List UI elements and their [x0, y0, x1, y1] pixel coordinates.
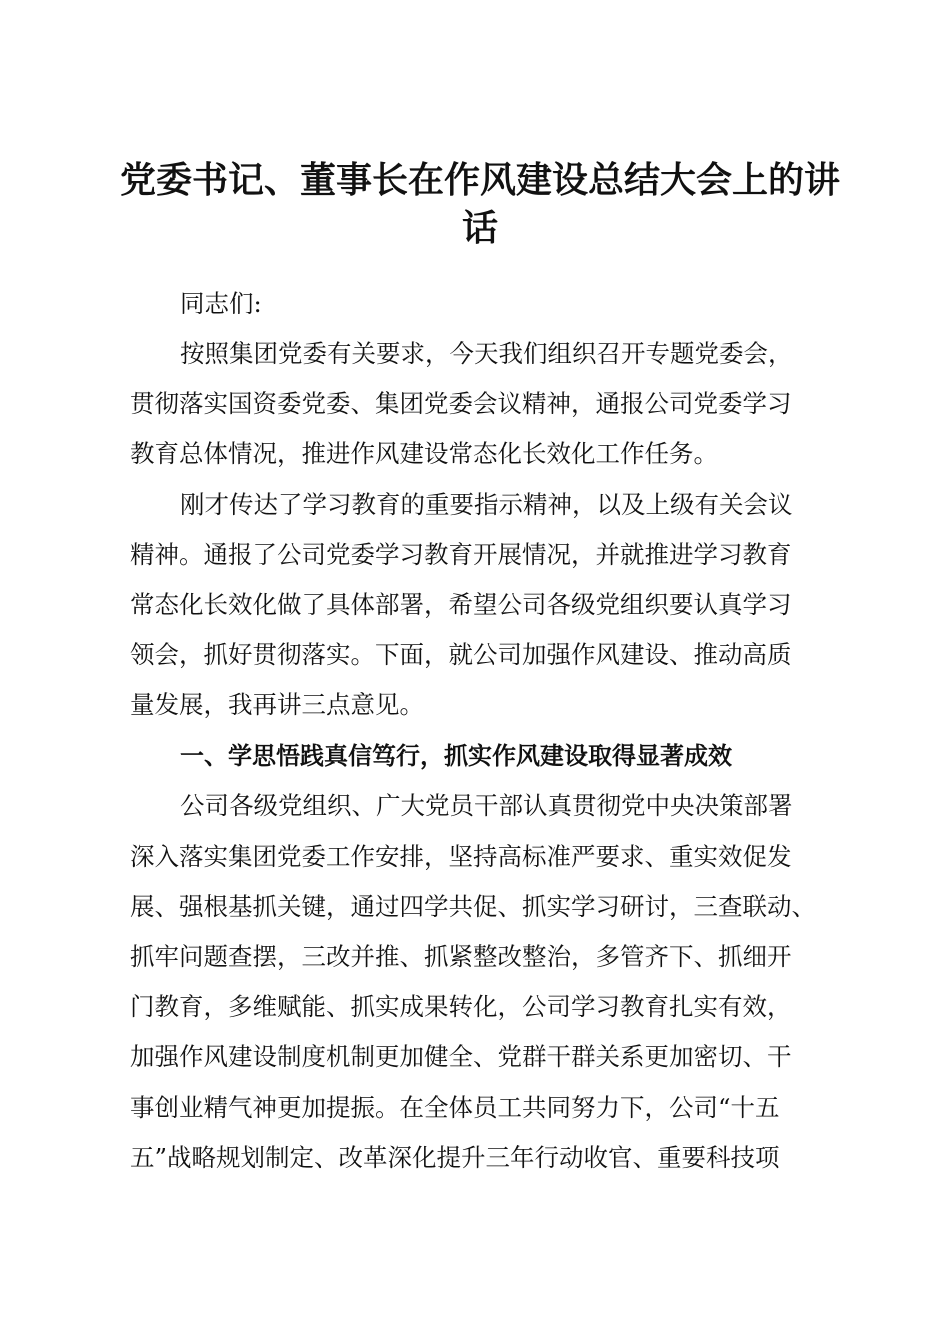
paragraph-3-line-6: 加强作风建设制度机制更加健全、党群干群关系更加密切、干: [130, 1042, 792, 1071]
paragraph-3-line-8: 五”战略规划制定、改革深化提升三年行动收官、重要科技项: [130, 1143, 780, 1172]
document-title-line-1: 党委书记、董事长在作风建设总结大会上的讲: [119, 159, 840, 201]
document-title-line-2: 话: [461, 207, 498, 249]
section-heading-1: 一、学思悟践真信笃行，抓实作风建设取得显著成效: [180, 742, 732, 770]
paragraph-2-line-3: 常态化长效化做了具体部署，希望公司各级党组织要认真学习: [130, 590, 792, 619]
paragraph-3-line-2: 深入落实集团党委工作安排，坚持高标准严要求、重实效促发: [130, 842, 792, 871]
paragraph-3-line-5: 门教育，多维赋能、抓实成果转化，公司学习教育扎实有效，: [130, 992, 792, 1021]
paragraph-3-line-4: 抓牢问题查摆，三改并推、抓紧整改整治，多管齐下、抓细开: [130, 942, 792, 971]
paragraph-2-line-5: 量发展，我再讲三点意见。: [130, 690, 424, 719]
paragraph-1-line-2: 贯彻落实国资委党委、集团党委会议精神，通报公司党委学习: [130, 389, 792, 418]
paragraph-1-line-1: 按照集团党委有关要求，今天我们组织召开专题党委会，: [180, 339, 793, 368]
paragraph-2-line-2: 精神。通报了公司党委学习教育开展情况，并就推进学习教育: [130, 540, 792, 569]
paragraph-3-line-1: 公司各级党组织、广大党员干部认真贯彻党中央决策部署: [180, 791, 793, 820]
paragraph-3-line-3: 展、强根基抓关键，通过四学共促、抓实学习研讨，三查联动、: [130, 892, 816, 921]
paragraph-2-line-1: 刚才传达了学习教育的重要指示精神，以及上级有关会议: [180, 490, 793, 519]
paragraph-3-line-7: 事创业精气神更加提振。在全体员工共同努力下，公司“十五: [130, 1093, 780, 1122]
paragraph-2-line-4: 领会，抓好贯彻落实。下面，就公司加强作风建设、推动高质: [130, 640, 792, 669]
salutation: 同志们:: [180, 289, 262, 318]
paragraph-1-line-3: 教育总体情况，推进作风建设常态化长效化工作任务。: [130, 439, 718, 468]
